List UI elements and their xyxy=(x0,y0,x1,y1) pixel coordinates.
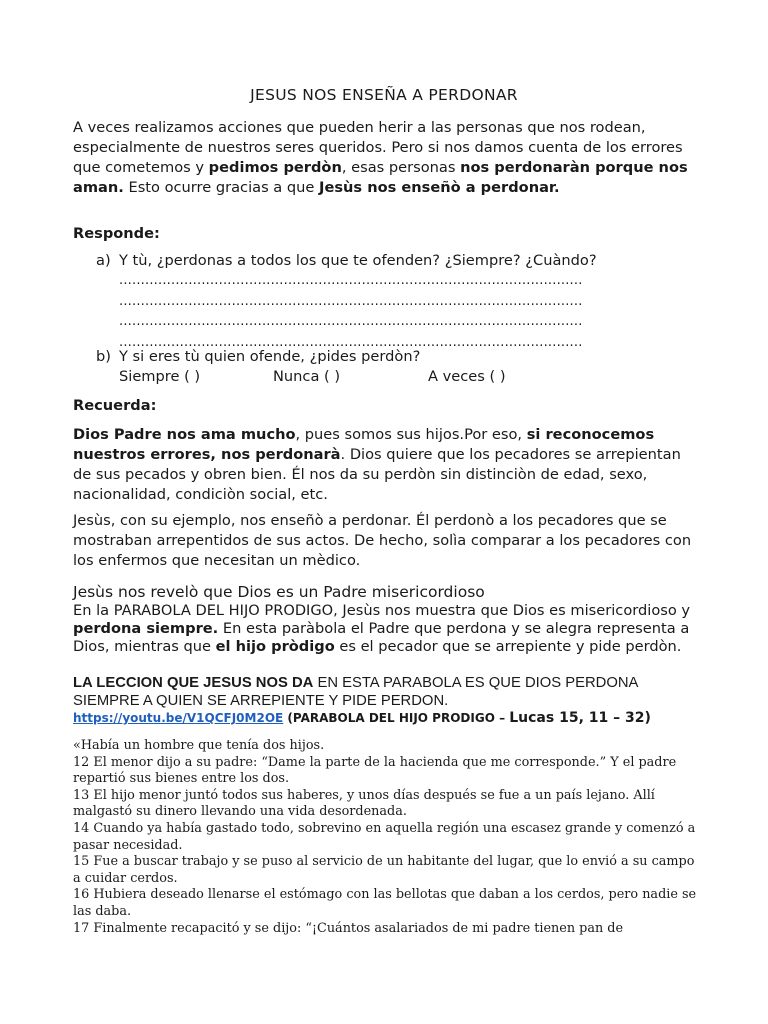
question-a xyxy=(96,251,696,271)
answer-options xyxy=(119,367,506,387)
bible-verse: 17 Finalmente recapacitó y se dijo: “¡Cuántos asalariados de mi padre tienen pan de xyxy=(73,920,624,936)
responde-heading: Responde: xyxy=(73,225,160,242)
answer-line[interactable]: ........................................................................................................... xyxy=(119,273,583,288)
bible-verse: 14 Cuando ya había gastado todo, sobrevino en aquella región una escasez grande y comenzó a pasar necesidad. xyxy=(73,820,696,853)
answer-line[interactable]: ........................................................................................................... xyxy=(119,314,583,329)
answer-line[interactable]: ........................................................................................................... xyxy=(119,293,583,309)
parable-reference: (PARABOLA DEL HIJO PRODIGO – xyxy=(283,711,510,725)
intro-text-3: Esto ocurre gracias a que xyxy=(123,179,320,196)
p1-bold-1: Dios Padre nos ama mucho xyxy=(73,426,296,443)
intro-bold-3: Jesùs nos enseñò a perdonar. xyxy=(319,179,560,196)
document-title: JESUS NOS ENSEÑA A PERDONAR xyxy=(250,86,518,104)
option-nunca[interactable]: Nunca ( ) xyxy=(273,368,341,385)
gospel-citation: Lucas 15, 11 – 32) xyxy=(509,710,651,726)
option-a-veces[interactable]: A veces ( ) xyxy=(428,368,506,385)
p3-bold-1: perdona siempre. xyxy=(73,620,219,637)
intro-paragraph xyxy=(73,118,698,198)
p1-bold-2: si reconocemos nuestros errores, nos perdonarà xyxy=(73,426,655,463)
bible-verse: «Había un hombre que tenía dos hijos. xyxy=(73,738,325,753)
leccion-bold: LA LECCION QUE JESUS NOS DA xyxy=(73,675,314,691)
section-title: Jesùs nos revelò que Dios es un Padre misericordioso xyxy=(73,583,485,601)
p3-text-3: es el pecador que se arrepiente y pide perdòn. xyxy=(334,638,682,655)
p3-bold-2: el hijo pròdigo xyxy=(215,638,335,655)
intro-bold-2: nos perdonaràn porque nos aman. xyxy=(73,159,688,196)
bible-verse: 12 El menor dijo a su padre: “Dame la parte de la hacienda que me corresponde.” Y el padre repartió sus bienes entre los dos. xyxy=(73,754,677,787)
bible-verse: 16 Hubiera deseado llenarse el estómago con las bellotas que daban a los cerdos, pero nadie se las daba. xyxy=(73,887,697,919)
question-b-label: b) xyxy=(96,348,111,365)
bible-verse: 13 El hijo menor juntó todos sus haberes, y unos días después se fue a un país lejano. Allí malgastó su dinero llevando una vida desordenada. xyxy=(73,787,655,820)
p3-text-1: En la PARABOLA DEL HIJO PRODIGO, Jesùs nos muestra que Dios es misericordioso y xyxy=(73,602,691,619)
option-siempre[interactable]: Siempre ( ) xyxy=(119,368,201,385)
question-a-text: Y tù, ¿perdonas a todos los que te ofenden? ¿Siempre? ¿Cuàndo? xyxy=(119,252,597,269)
intro-text-1: A veces realizamos acciones que pueden herir a las personas que nos rodean, especialmente de nuestros seres queridos. Pero si nos damos cuenta de los errores que cometemos y xyxy=(73,119,683,176)
question-b-text: Y si eres tù quien ofende, ¿pides perdòn? xyxy=(119,348,421,365)
p1-text-1: , pues somos sus hijos.Por eso, xyxy=(295,426,527,443)
bible-passage xyxy=(73,738,703,937)
answer-line[interactable]: ........................................................................................................... xyxy=(119,334,583,350)
video-link[interactable]: https://youtu.be/V1QCFJ0M2OE xyxy=(73,711,284,725)
video-link-line xyxy=(73,710,651,726)
leccion-text: EN ESTA PARABOLA ES QUE DIOS PERDONA SIEMPRE A QUIEN SE ARREPIENTE Y PIDE PERDON. xyxy=(73,675,638,709)
question-b xyxy=(96,347,696,367)
p3-text-2: En esta paràbola el Padre que perdona y se alegra representa a Dios, mientras que xyxy=(73,620,690,655)
leccion-paragraph xyxy=(73,674,693,710)
p1-text-2: . Dios quiere que los pecadores se arrepientan de sus pecados y obren bien. Él nos da su perdòn sin distinciòn de edad, sexo, nacionalidad, condiciòn social, etc. xyxy=(73,446,681,503)
intro-text-2: , esas personas xyxy=(341,159,461,176)
recuerda-heading: Recuerda: xyxy=(73,397,157,414)
intro-bold-1: pedimos perdòn xyxy=(208,159,342,176)
answer-lines xyxy=(119,271,694,353)
paragraph-dios-padre xyxy=(73,425,698,505)
bible-verse: 15 Fue a buscar trabajo y se puso al servicio de un habitante del lugar, que lo envió a su campo a cuidar cerdos. xyxy=(73,854,695,886)
paragraph-parabola xyxy=(73,602,698,656)
paragraph-jesus-ejemplo: Jesùs, con su ejemplo, nos enseñò a perdonar. Él perdonò a los pecadores que se mostraban arrepentidos de sus actos. De hecho, solìa comparar a los pecadores con los enfermos que necesitan un mèdico. xyxy=(73,512,692,569)
question-a-label: a) xyxy=(96,252,111,269)
